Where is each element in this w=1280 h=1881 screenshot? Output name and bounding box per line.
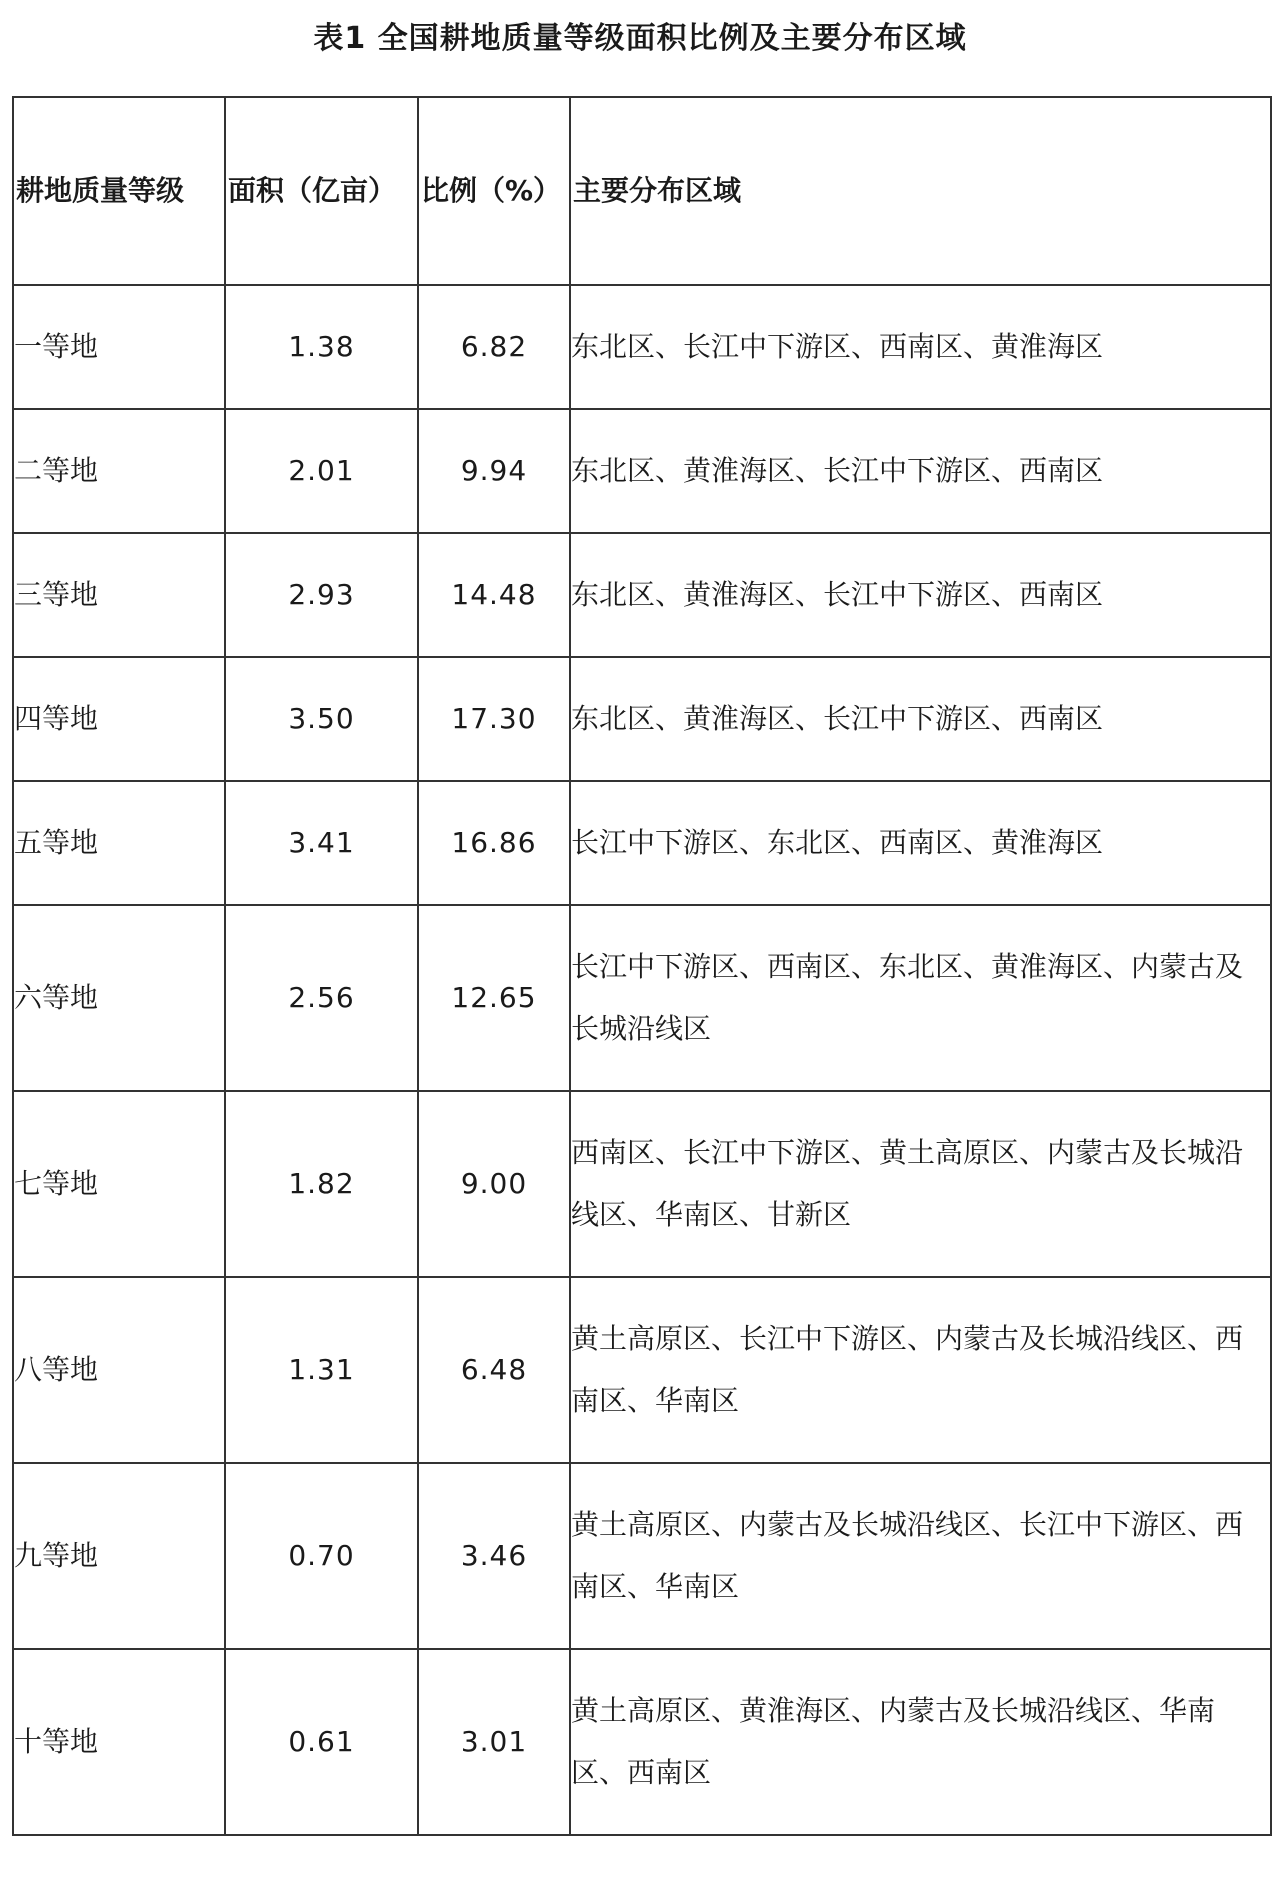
table-row — [13, 781, 1271, 905]
ratio-cell: 16.86 — [418, 781, 570, 905]
region-cell: 西南区、长江中下游区、黄土高原区、内蒙古及长城沿线区、华南区、甘新区 — [570, 1091, 1271, 1277]
ratio-cell: 3.01 — [418, 1649, 570, 1835]
table-row — [13, 285, 1271, 409]
header-grade: 耕地质量等级 — [13, 97, 225, 285]
grade-cell: 五等地 — [13, 781, 225, 905]
grade-cell: 三等地 — [13, 533, 225, 657]
region-cell: 黄土高原区、黄淮海区、内蒙古及长城沿线区、华南区、西南区 — [570, 1649, 1271, 1835]
area-cell: 1.31 — [225, 1277, 418, 1463]
region-cell: 黄土高原区、内蒙古及长城沿线区、长江中下游区、西南区、华南区 — [570, 1463, 1271, 1649]
table-row — [13, 905, 1271, 1091]
header-region: 主要分布区域 — [570, 97, 1271, 285]
area-cell: 3.50 — [225, 657, 418, 781]
header-area: 面积（亿亩） — [225, 97, 418, 285]
ratio-cell: 6.48 — [418, 1277, 570, 1463]
region-cell: 东北区、黄淮海区、长江中下游区、西南区 — [570, 657, 1271, 781]
area-cell: 2.93 — [225, 533, 418, 657]
table-row — [13, 1277, 1271, 1463]
table-row — [13, 1649, 1271, 1835]
ratio-cell: 6.82 — [418, 285, 570, 409]
cultivated-land-grade-table — [12, 96, 1272, 1836]
area-cell: 2.56 — [225, 905, 418, 1091]
area-cell: 2.01 — [225, 409, 418, 533]
grade-cell: 十等地 — [13, 1649, 225, 1835]
grade-cell: 七等地 — [13, 1091, 225, 1277]
ratio-cell: 9.00 — [418, 1091, 570, 1277]
grade-cell: 六等地 — [13, 905, 225, 1091]
table-row — [13, 409, 1271, 533]
region-cell: 东北区、黄淮海区、长江中下游区、西南区 — [570, 533, 1271, 657]
region-cell: 长江中下游区、西南区、东北区、黄淮海区、内蒙古及长城沿线区 — [570, 905, 1271, 1091]
region-cell: 长江中下游区、东北区、西南区、黄淮海区 — [570, 781, 1271, 905]
header-ratio: 比例（%） — [418, 97, 570, 285]
table-row — [13, 1091, 1271, 1277]
ratio-cell: 3.46 — [418, 1463, 570, 1649]
ratio-cell: 14.48 — [418, 533, 570, 657]
region-cell: 东北区、长江中下游区、西南区、黄淮海区 — [570, 285, 1271, 409]
table-row — [13, 533, 1271, 657]
table-title: 表1 全国耕地质量等级面积比例及主要分布区域 — [313, 21, 967, 56]
grade-cell: 九等地 — [13, 1463, 225, 1649]
grade-cell: 四等地 — [13, 657, 225, 781]
region-cell: 东北区、黄淮海区、长江中下游区、西南区 — [570, 409, 1271, 533]
region-cell: 黄土高原区、长江中下游区、内蒙古及长城沿线区、西南区、华南区 — [570, 1277, 1271, 1463]
grade-cell: 一等地 — [13, 285, 225, 409]
ratio-cell: 17.30 — [418, 657, 570, 781]
table-row — [13, 657, 1271, 781]
area-cell: 1.82 — [225, 1091, 418, 1277]
area-cell: 3.41 — [225, 781, 418, 905]
table-row — [13, 1463, 1271, 1649]
area-cell: 1.38 — [225, 285, 418, 409]
area-cell: 0.61 — [225, 1649, 418, 1835]
area-cell: 0.70 — [225, 1463, 418, 1649]
grade-cell: 八等地 — [13, 1277, 225, 1463]
table-header-row — [13, 97, 1271, 285]
grade-cell: 二等地 — [13, 409, 225, 533]
ratio-cell: 12.65 — [418, 905, 570, 1091]
ratio-cell: 9.94 — [418, 409, 570, 533]
